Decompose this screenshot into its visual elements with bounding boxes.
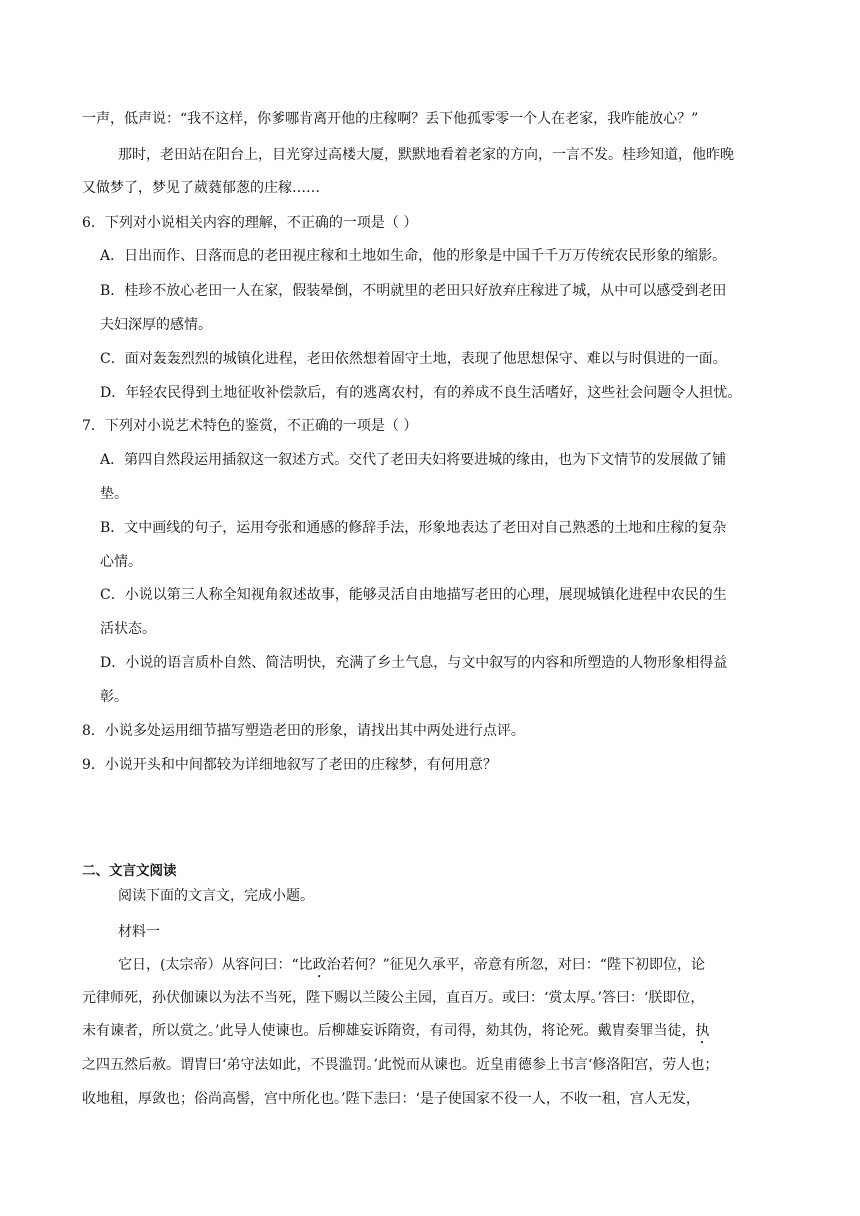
classical-text-line: 元律师死，孙伏伽谏以为法不当死，陛下赐以兰陵公主园，直百万。或曰：‘赏太厚。’答曰：‘朕即位， xyxy=(82,990,705,1006)
classical-text-segment: 未有谏者，所以赏之。’此导人使谏也。后柳雄妄诉隋资，有司得，劾其伪，将论死。戴胄奏罪当徒， xyxy=(82,1023,696,1039)
question-7-option-d-continued: 彰。 xyxy=(100,689,128,705)
question-8: 8．小说多处运用细节描写塑造老田的形象，请找出其中两处进行点评。 xyxy=(82,723,525,739)
question-6-option-a: A．日出而作、日落而息的老田视庄稼和土地如生命，他的形象是中国千千万万传统农民形象的缩影。 xyxy=(100,248,727,264)
story-paragraph-line: 又做梦了，梦见了葳蕤郁葱的庄稼…… xyxy=(82,180,320,196)
emphasized-character: 政 xyxy=(312,957,327,973)
classical-text-line: 收地租，厚敛也；俗尚高髻，宫中所化也。’陛下恚曰：‘是子使国家不役一人，不收一租，宫人无发， xyxy=(82,1091,700,1107)
question-6-option-b-continued: 夫妇深厚的感情。 xyxy=(100,317,212,333)
question-7-option-a-continued: 垫。 xyxy=(100,486,128,502)
question-7-stem: 7．下列对小说艺术特色的鉴赏，不正确的一项是（ ） xyxy=(82,418,418,434)
question-7-option-c-continued: 活状态。 xyxy=(100,621,156,637)
question-9: 9．小说开头和中间都较为详细地叙写了老田的庄稼梦，有何用意？ xyxy=(82,757,497,773)
classical-text-line: 之四五然后赦。谓胄曰‘弟守法如此，不畏滥罚。’此悦而从谏也。近皇甫德参上书言‘修洛阳宫，劳人也； xyxy=(82,1057,719,1073)
classical-text-segment: 它日，(太宗帝）从容问曰：“比 xyxy=(118,957,313,973)
material-label: 材料一 xyxy=(118,924,160,940)
question-7-option-a: A．第四自然段运用插叙这一叙述方式。交代了老田夫妇将要进城的缘由，也为下文情节的发展做了铺 xyxy=(100,452,727,468)
story-paragraph-line: 那时，老田站在阳台上，目光穿过高楼大厦，默默地看着老家的方向，一言不发。桂珍知道，他昨晚 xyxy=(118,147,734,163)
question-7-option-b: B．文中画线的句子，运用夸张和通感的修辞手法，形象地表达了老田对自己熟悉的土地和庄稼的复杂 xyxy=(100,520,727,536)
story-paragraph-line: 一声，低声说：“我不这样，你爹哪肯离开他的庄稼啊？丢下他孤零零一个人在老家，我咋能放心？” xyxy=(82,111,699,127)
emphasized-character: 执 xyxy=(695,1023,710,1039)
section-title: 二、文言文阅读 xyxy=(82,863,177,879)
question-6-option-b: B．桂珍不放心老田一人在家，假装晕倒，不明就里的老田只好放弃庄稼进了城，从中可以感受到老田 xyxy=(100,283,727,299)
reading-instruction: 阅读下面的文言文，完成小题。 xyxy=(118,888,314,904)
question-7-option-b-continued: 心情。 xyxy=(100,554,142,570)
classical-text-segment: 治若何？”征见久承平，帝意有所忽，对曰：“陛下初即位，论 xyxy=(326,957,705,973)
classical-text-line xyxy=(82,1021,709,1047)
question-6-option-c: C．面对轰轰烈烈的城镇化进程，老田依然想着固守土地，表现了他思想保守、难以与时俱进的一面。 xyxy=(100,351,727,367)
question-7-option-d: D．小说的语言质朴自然、简洁明快，充满了乡土气息，与文中叙写的内容和所塑造的人物形象相得益 xyxy=(100,655,728,671)
question-6-option-d: D．年轻农民得到土地征收补偿款后，有的逃离农村，有的养成不良生活嗜好，这些社会问题令人担忧。 xyxy=(100,385,742,401)
question-6-stem: 6．下列对小说相关内容的理解，不正确的一项是（ ） xyxy=(82,215,418,231)
classical-text-line xyxy=(118,955,705,981)
question-7-option-c: C．小说以第三人称全知视角叙述故事，能够灵活自由地描写老田的心理，展现城镇化进程中农民的生 xyxy=(100,587,727,603)
